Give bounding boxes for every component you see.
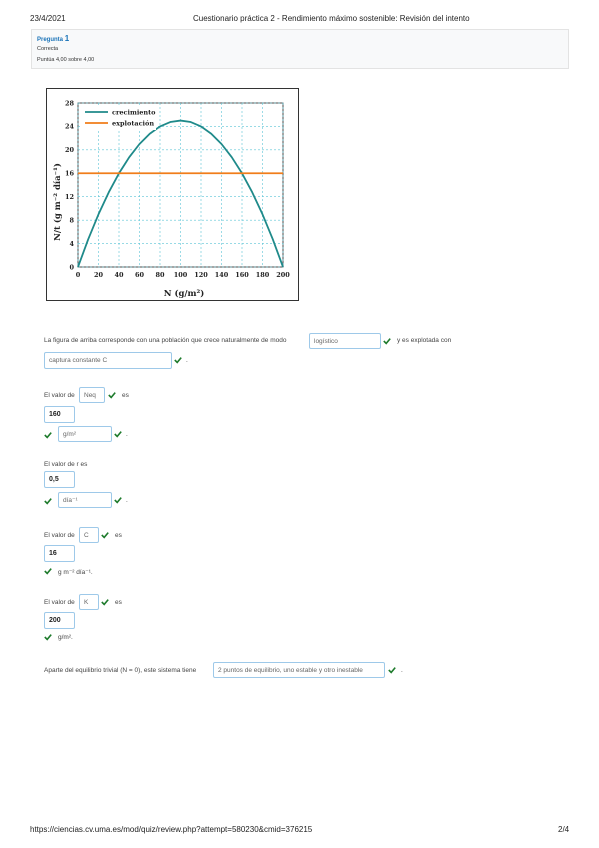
question-number-value: 1: [64, 34, 70, 43]
neq-unit-select[interactable]: g/m²: [58, 426, 112, 442]
check-icon: [44, 567, 52, 575]
y-tick-label: 20: [64, 146, 74, 155]
x-tick-label: 80: [155, 271, 165, 279]
y-tick-label: 24: [64, 122, 74, 131]
x-tick-label: 20: [93, 271, 104, 279]
y-tick-label: 12: [64, 193, 74, 202]
question-label: Pregunta: [37, 37, 64, 43]
growth-chart: [46, 88, 299, 301]
c-value-input[interactable]: 16: [44, 545, 75, 562]
check-icon: [108, 391, 116, 399]
s5-post-text: es: [115, 599, 122, 606]
check-icon: [44, 633, 52, 641]
c-unit-text: g m⁻² día⁻¹.: [58, 569, 93, 576]
equilibrium-select[interactable]: 2 puntos de equilibrio, uno estable y otro inestable: [213, 662, 385, 678]
legend-label: explotación: [112, 119, 155, 128]
s4-post-text: es: [115, 532, 122, 539]
r-value-input[interactable]: 0,5: [44, 471, 75, 488]
y-tick-label: 16: [64, 169, 74, 178]
question-status: Correcta: [37, 46, 59, 52]
neq-value-input[interactable]: 160: [44, 406, 75, 423]
x-tick-label: 120: [194, 271, 208, 279]
s1-text: La figura de arriba corresponde con una población que crece naturalmente de modo: [44, 337, 287, 344]
check-icon: [114, 496, 122, 504]
y-tick-label: 28: [64, 99, 74, 108]
k-select[interactable]: K: [79, 594, 99, 610]
s2-post-text: es: [122, 392, 129, 399]
neq-select[interactable]: Neq: [79, 387, 105, 403]
y-tick-label: 4: [69, 239, 74, 248]
exploitation-mode-select[interactable]: captura constante C: [44, 352, 172, 369]
s6-text: Aparte del equilibrio trivial (N = 0), este sistema tiene: [44, 667, 197, 674]
check-icon: [101, 531, 109, 539]
s2-text: El valor de: [44, 392, 75, 399]
x-axis-label: N (g/m²): [163, 289, 205, 299]
check-icon: [383, 337, 391, 345]
print-date: 23/4/2021: [30, 14, 66, 23]
check-icon: [174, 356, 182, 364]
x-tick-label: 180: [255, 271, 270, 279]
growth-mode-select[interactable]: logístico: [309, 333, 381, 349]
s1-mid-text: y es explotada con: [397, 337, 452, 344]
x-tick-label: 160: [235, 271, 249, 279]
s3-text: El valor de r es: [44, 461, 88, 468]
chart-svg: [47, 89, 298, 300]
s3-end: .: [126, 497, 128, 504]
legend-label: crecimiento: [112, 108, 156, 117]
question-number: [37, 34, 69, 43]
s4-text: El valor de: [44, 532, 75, 539]
k-value-input[interactable]: 200: [44, 612, 75, 629]
page-title: Cuestionario práctica 2 - Rendimiento máximo sostenible: Revisión del intento: [193, 14, 470, 23]
r-unit-select[interactable]: día⁻¹: [58, 492, 112, 508]
check-icon: [114, 430, 122, 438]
s1-end: .: [186, 357, 188, 364]
check-icon: [44, 497, 52, 505]
s5-text: El valor de: [44, 599, 75, 606]
page-number: 2/4: [558, 825, 570, 834]
x-tick-label: 200: [276, 271, 290, 279]
x-tick-label: 140: [214, 271, 229, 279]
c-select[interactable]: C: [79, 527, 99, 543]
k-unit-text: g/m².: [58, 634, 73, 641]
y-axis-label: N/t (g m⁻² día⁻¹): [53, 163, 63, 241]
y-tick-label: 0: [69, 263, 74, 272]
check-icon: [388, 666, 396, 674]
x-tick-label: 40: [114, 271, 124, 279]
page-url: https://ciencias.cv.uma.es/mod/quiz/review.php?attempt=580230&cmid=376215: [30, 825, 313, 834]
question-score: Puntúa 4,00 sobre 4,00: [37, 57, 95, 63]
y-tick-label: 8: [69, 216, 74, 225]
x-tick-label: 0: [75, 271, 81, 279]
check-icon: [44, 431, 52, 439]
s2-end: .: [126, 431, 128, 438]
question-info-box: [31, 29, 569, 69]
check-icon: [101, 598, 109, 606]
x-tick-label: 100: [173, 271, 188, 279]
x-tick-label: 60: [134, 271, 145, 279]
s6-end: .: [401, 667, 403, 674]
